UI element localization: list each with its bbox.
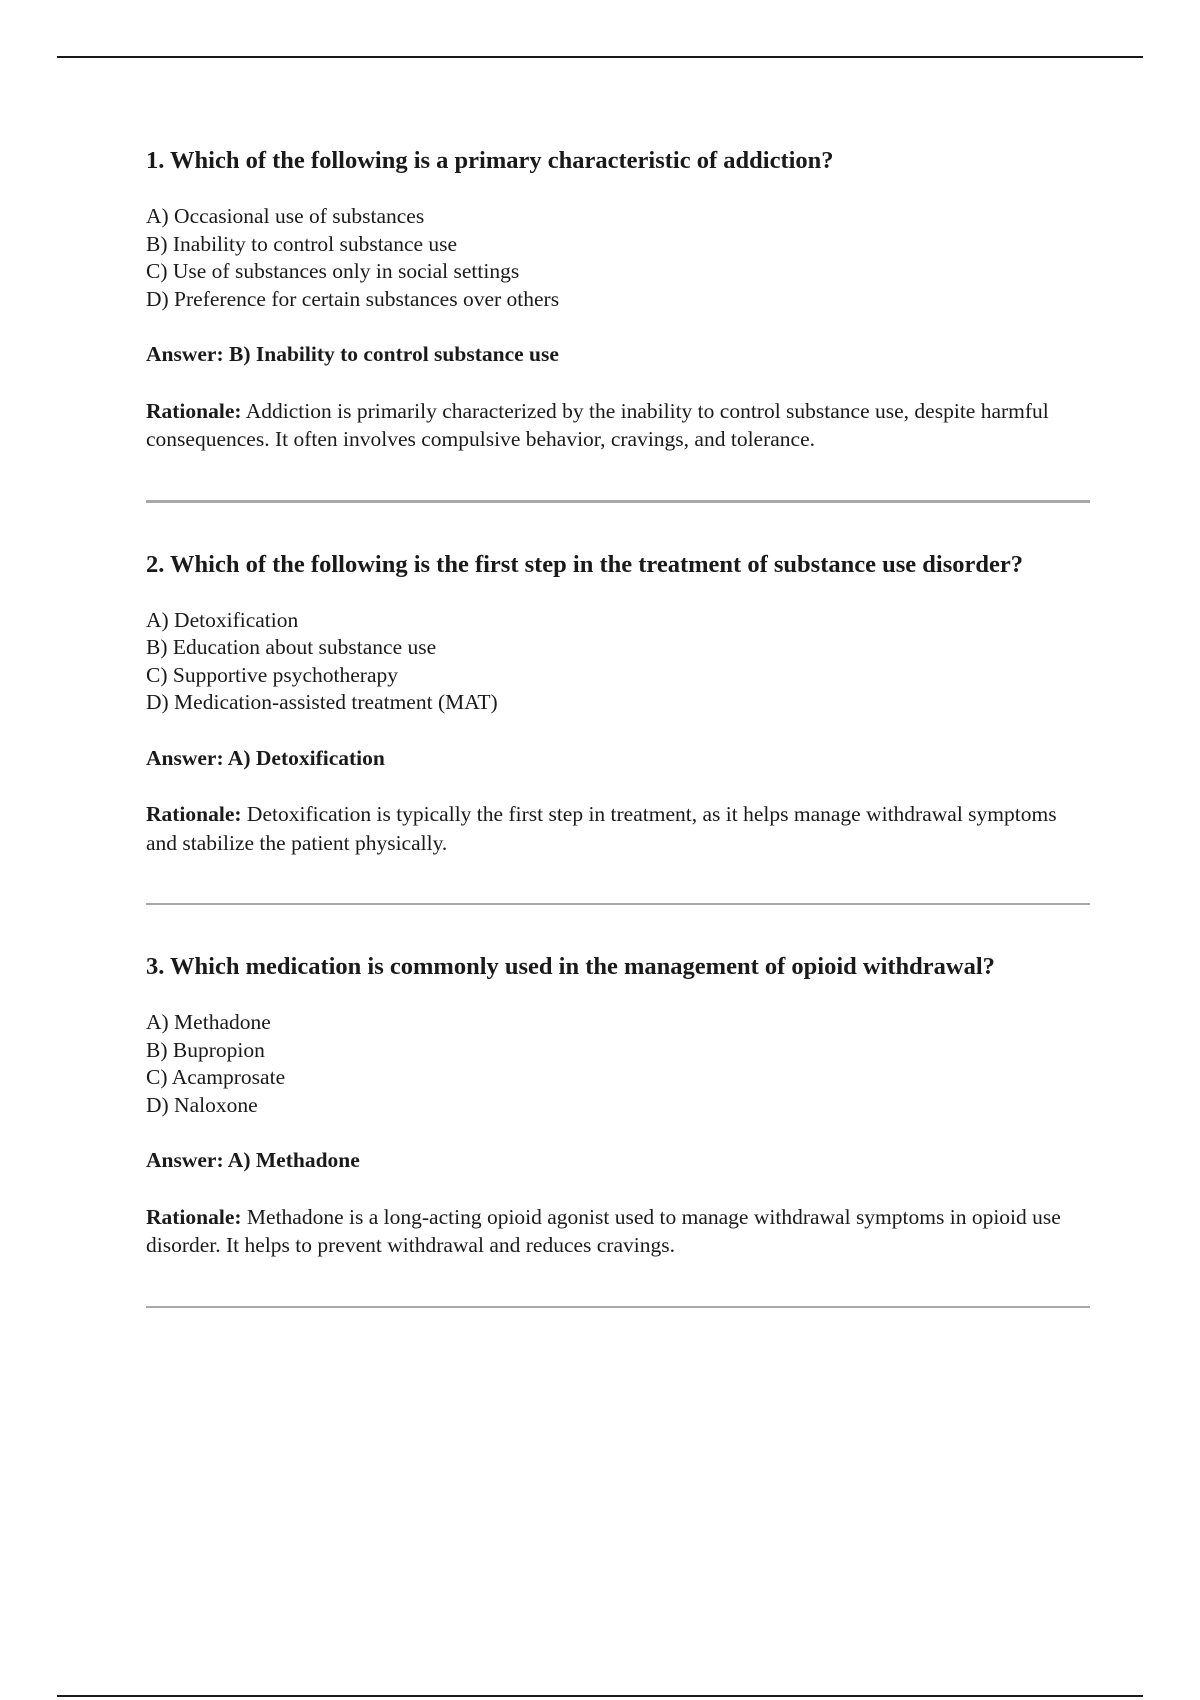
option-c: C) Supportive psychotherapy <box>146 662 398 687</box>
option-d: D) Naloxone <box>146 1092 258 1117</box>
option-b: B) Inability to control substance use <box>146 231 458 256</box>
question-title: 3. Which medication is commonly used in the management of opioid withdrawal? <box>146 953 995 980</box>
option-d: D) Medication-assisted treatment (MAT) <box>146 690 498 714</box>
answer: Answer: A) Detoxification <box>146 745 385 770</box>
page-bottom-rule <box>57 1695 1143 1697</box>
question-title: 1. Which of the following is a primary characteristic of addiction? <box>146 147 834 174</box>
option-c: C) Acamprosate <box>146 1065 286 1089</box>
question-3 <box>146 951 1090 1260</box>
document-content <box>146 135 1090 1354</box>
page-top-rule <box>57 56 1143 58</box>
rationale-label: Rationale: <box>146 398 242 423</box>
rationale <box>146 397 1090 454</box>
option-b: B) Education about substance use <box>146 635 437 659</box>
rationale-text: Detoxification is typically the first step in treatment, as it helps manage withdrawal symptoms and stabilize the patient physically. <box>146 802 1057 855</box>
section-divider <box>146 500 1090 503</box>
rationale-label: Rationale: <box>146 1204 242 1229</box>
option-d: D) Preference for certain substances over others <box>146 286 560 311</box>
option-a: A) Methadone <box>146 1010 271 1034</box>
rationale-text: Addiction is primarily characterized by the inability to control substance use, despite harmful consequences. It often involves compulsive behavior, cravings, and tolerance. <box>146 398 1049 451</box>
option-a: A) Detoxification <box>146 607 299 632</box>
option-a: A) Occasional use of substances <box>146 204 425 228</box>
section-divider <box>146 903 1090 905</box>
rationale <box>146 1203 1090 1260</box>
section-divider <box>146 1306 1090 1308</box>
option-c: C) Use of substances only in social settings <box>146 259 520 283</box>
question-1 <box>146 145 1090 454</box>
option-list <box>146 203 1090 313</box>
rationale-label: Rationale: <box>146 802 242 826</box>
option-list <box>146 1009 1090 1119</box>
answer: Answer: B) Inability to control substance use <box>146 342 559 366</box>
rationale <box>146 800 1090 857</box>
question-2 <box>146 549 1090 858</box>
option-b: B) Bupropion <box>146 1037 265 1062</box>
rationale-text: Methadone is a long-acting opioid agonist used to manage withdrawal symptoms in opioid use disorder. It helps to prevent withdrawal and reduces cravings. <box>146 1204 1061 1257</box>
option-list <box>146 607 1090 717</box>
question-title: 2. Which of the following is the first step in the treatment of substance use disorder? <box>146 550 1023 578</box>
answer: Answer: A) Methadone <box>146 1148 360 1172</box>
